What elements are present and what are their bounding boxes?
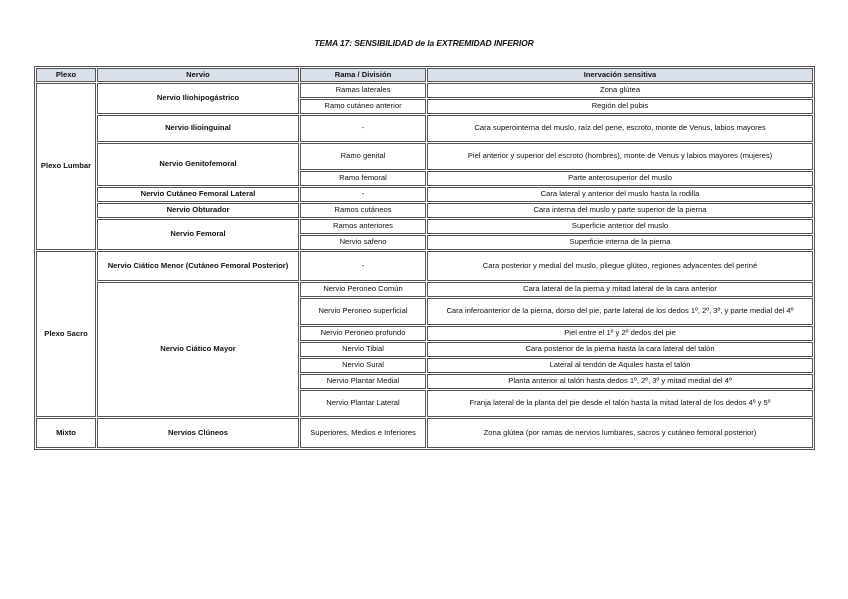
rama-cell: Ramo femoral <box>300 171 426 186</box>
inervacion-cell: Superficie interna de la pierna <box>427 235 813 250</box>
rama-cell: Nervio Sural <box>300 358 426 373</box>
rama-cell: - <box>300 187 426 202</box>
table-row <box>36 418 813 448</box>
rama-cell: Nervio Peroneo Común <box>300 282 426 297</box>
header-plexo: Plexo <box>36 68 96 82</box>
rama-cell: Ramos cutáneos <box>300 203 426 218</box>
rama-cell: Superiores, Medios e Inferiores <box>300 418 426 448</box>
inervacion-cell: Parte anterosuperior del muslo <box>427 171 813 186</box>
rama-cell: Nervio Plantar Lateral <box>300 390 426 417</box>
plexo-cell: Plexo Sacro <box>36 251 96 417</box>
inervacion-cell: Cara posterior y medial del muslo, pliegue glúteo, regiones adyacentes del periné <box>427 251 813 281</box>
inervacion-cell: Piel anterior y superior del escroto (hombres), monte de Venus y labios mayores (mujeres) <box>427 143 813 170</box>
nervio-cell: Nervio Ciático Menor (Cutáneo Femoral Posterior) <box>97 251 299 281</box>
nervio-cell: Nervio Cutáneo Femoral Lateral <box>97 187 299 202</box>
rama-cell: Nervio Peroneo superficial <box>300 298 426 325</box>
table-row <box>36 115 813 142</box>
inervacion-cell: Cara posterior de la pierna hasta la cara lateral del talón <box>427 342 813 357</box>
inervacion-cell: Cara inferoanterior de la pierna, dorso del pie, parte lateral de los dedos 1º, 2º, 3º, y parte medial del 4º <box>427 298 813 325</box>
table-row <box>36 251 813 281</box>
inervacion-cell: Cara superointerna del muslo, raíz del pene, escroto, monte de Venus, labios mayores <box>427 115 813 142</box>
nervio-cell: Nervio Iliohipogástrico <box>97 83 299 114</box>
inervacion-cell: Región del pubis <box>427 99 813 114</box>
inervacion-cell: Cara interna del muslo y parte superior de la pierna <box>427 203 813 218</box>
table-row <box>36 143 813 170</box>
rama-cell: Ramo cutáneo anterior <box>300 99 426 114</box>
inervacion-cell: Franja lateral de la planta del pie desde el talón hasta la mitad lateral de los dedos 4º y 5º <box>427 390 813 417</box>
rama-cell: - <box>300 115 426 142</box>
table-row <box>36 282 813 297</box>
rama-cell: Nervio Plantar Medial <box>300 374 426 389</box>
rama-cell: Nervio Tibial <box>300 342 426 357</box>
plexo-cell: Plexo Lumbar <box>36 83 96 250</box>
nervio-cell: Nervios Clúneos <box>97 418 299 448</box>
inervacion-cell: Zona glútea <box>427 83 813 98</box>
header-inervacion: Inervación sensitiva <box>427 68 813 82</box>
inervacion-cell: Lateral al tendón de Aquiles hasta el talón <box>427 358 813 373</box>
inervacion-cell: Planta anterior al talón hasta dedos 1º, 2º, 3º y mitad medial del 4º <box>427 374 813 389</box>
rama-cell: Ramos anteriores <box>300 219 426 234</box>
table-row <box>36 83 813 98</box>
rama-cell: Ramo genital <box>300 143 426 170</box>
page-title: TEMA 17: SENSIBILIDAD de la EXTREMIDAD INFERIOR <box>314 38 534 48</box>
nervio-cell: Nervio Ciático Mayor <box>97 282 299 417</box>
inervacion-cell: Cara lateral de la pierna y mitad lateral de la cara anterior <box>427 282 813 297</box>
inervacion-cell: Superficie anterior del muslo <box>427 219 813 234</box>
table-row <box>36 219 813 234</box>
nervio-cell: Nervio Femoral <box>97 219 299 250</box>
table-row <box>36 187 813 202</box>
nervio-cell: Nervio Ilioinguinal <box>97 115 299 142</box>
sensibilidad-table <box>34 66 815 450</box>
plexo-cell: Mixto <box>36 418 96 448</box>
inervacion-cell: Zona glútea (por ramas de nervios lumbares, sacros y cutáneo femoral posterior) <box>427 418 813 448</box>
inervacion-cell: Piel entre el 1º y 2º dedos del pie <box>427 326 813 341</box>
table-header-row <box>36 68 813 82</box>
inervacion-cell: Cara lateral y anterior del muslo hasta la rodilla <box>427 187 813 202</box>
rama-cell: - <box>300 251 426 281</box>
nervio-cell: Nervio Genitofemoral <box>97 143 299 186</box>
rama-cell: Nervio safeno <box>300 235 426 250</box>
rama-cell: Nervio Peroneo profundo <box>300 326 426 341</box>
rama-cell: Ramas laterales <box>300 83 426 98</box>
nervio-cell: Nervio Obturador <box>97 203 299 218</box>
header-rama: Rama / División <box>300 68 426 82</box>
header-nervio: Nervio <box>97 68 299 82</box>
table-row <box>36 203 813 218</box>
